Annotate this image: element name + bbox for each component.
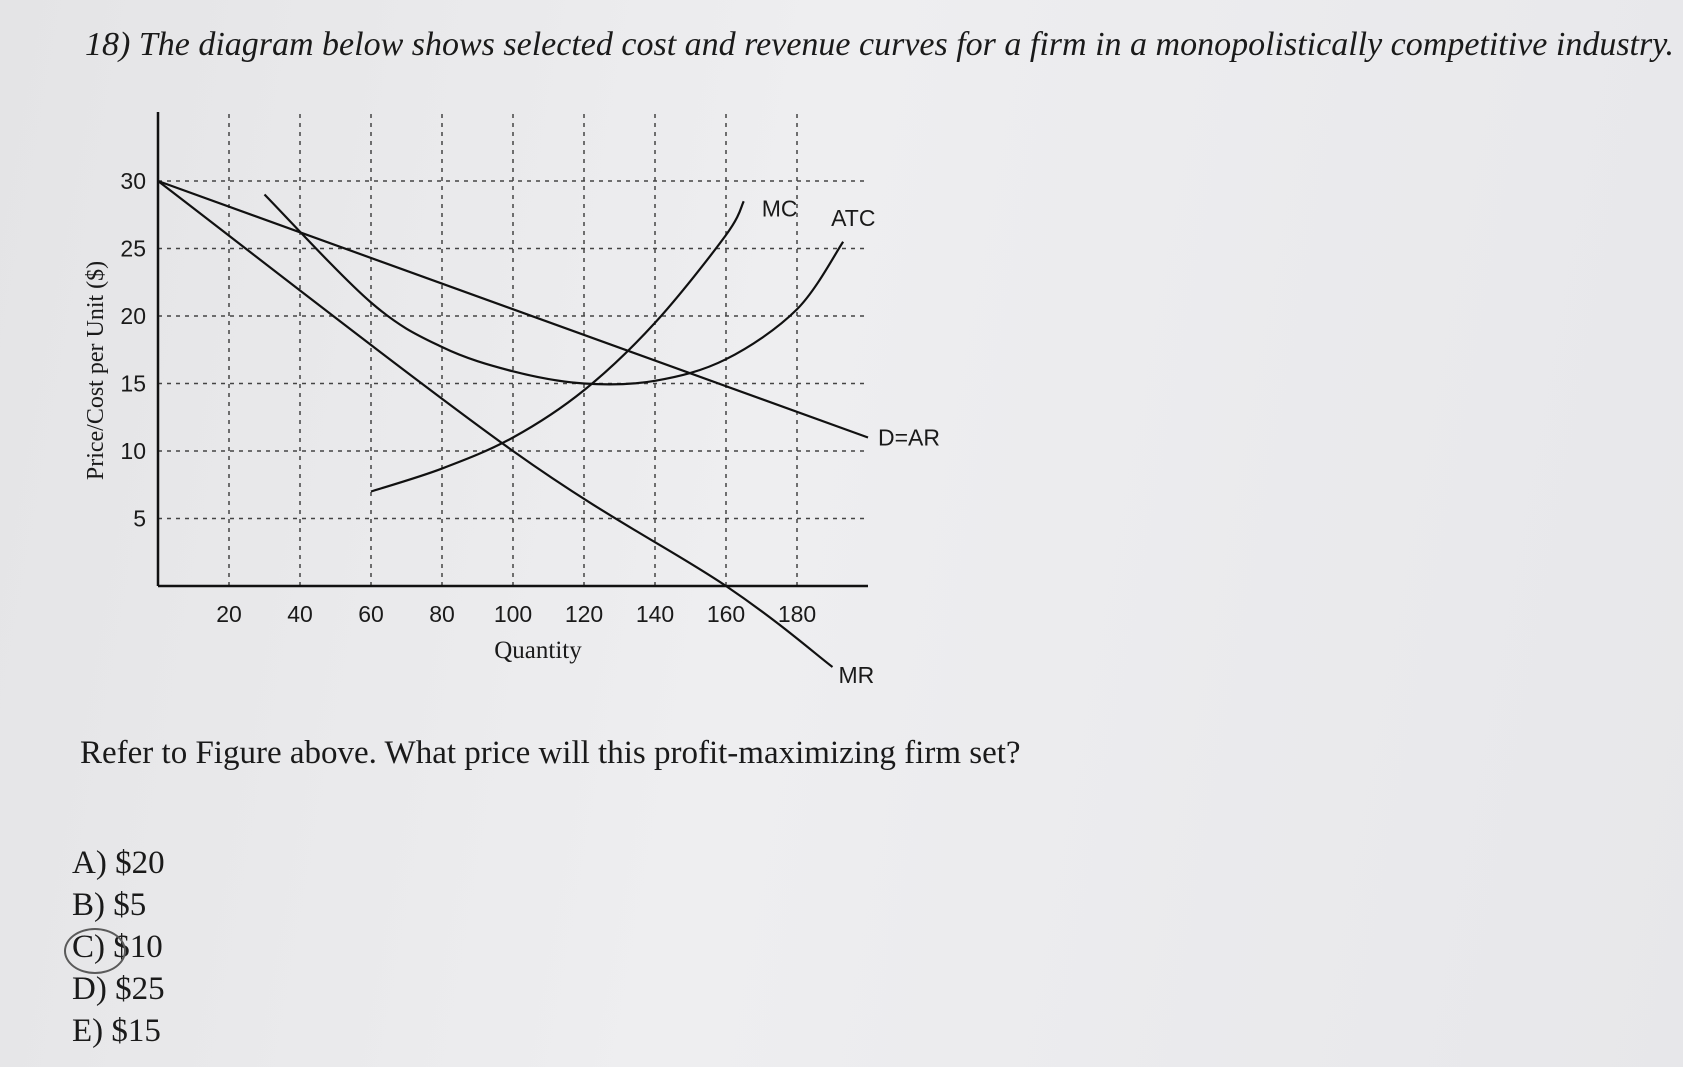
- choice-d[interactable]: D) $25: [72, 971, 165, 1007]
- series-label-mr: MR: [838, 662, 875, 688]
- x-tick-label: 60: [358, 601, 384, 627]
- y-tick-label: 5: [133, 505, 146, 532]
- series-label-atc: ATC: [831, 204, 876, 231]
- x-tick-label: 120: [564, 601, 604, 627]
- y-tick-label: 15: [120, 370, 146, 397]
- series-label-d-ar: D=AR: [878, 424, 940, 451]
- x-tick-label: 100: [493, 601, 533, 627]
- answer-choices: [72, 842, 165, 1052]
- choice-a[interactable]: A) $20: [72, 845, 165, 881]
- chart-grid: [158, 110, 868, 586]
- question-prompt: Refer to Figure above. What price will this profit-maximizing firm set?: [80, 735, 1021, 771]
- y-tick-label: 20: [120, 303, 146, 329]
- x-tick-label: 40: [287, 601, 313, 627]
- choice-b[interactable]: B) $5: [72, 887, 147, 923]
- series-label-mc: MC: [761, 195, 798, 222]
- y-tick-label: 10: [120, 438, 146, 464]
- y-axis-label: Price/Cost per Unit ($): [83, 260, 109, 481]
- curve-atc: [265, 195, 844, 385]
- x-tick-label: 80: [429, 601, 455, 627]
- choice-c[interactable]: C) $10: [72, 926, 165, 968]
- chart-tick-labels: [120, 168, 816, 627]
- curve-mc: [371, 201, 744, 491]
- curve-mr: [158, 181, 833, 667]
- x-tick-label: 160: [706, 601, 746, 627]
- y-tick-label: 25: [120, 235, 146, 262]
- x-axis-label: Quantity: [494, 637, 582, 664]
- question-title: 18) The diagram below shows selected cost and revenue curves for a firm in a monopolistically competitive industry.: [85, 26, 1674, 63]
- x-tick-label: 20: [216, 601, 242, 627]
- y-tick-label: 30: [120, 168, 146, 194]
- x-tick-label: 140: [635, 601, 675, 627]
- choice-e[interactable]: E) $15: [72, 1013, 161, 1049]
- x-tick-label: 180: [777, 601, 817, 627]
